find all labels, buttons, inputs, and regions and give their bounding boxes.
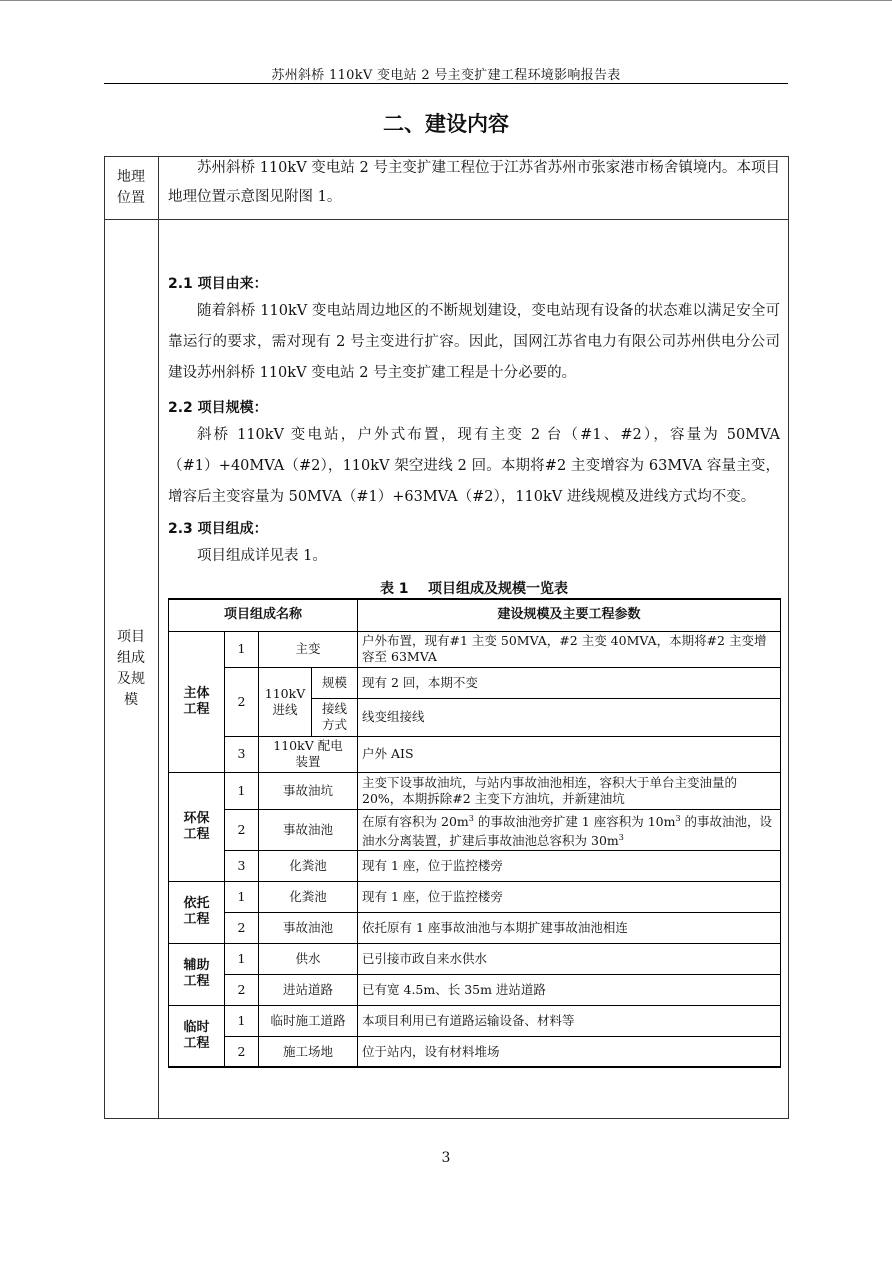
table-head-params: 建设规模及主要工程参数 (358, 599, 781, 631)
row-no: 2 (225, 809, 259, 850)
row-desc: 位于站内，设有材料堆场 (358, 1036, 781, 1067)
section-title: 二、建设内容 (383, 112, 509, 136)
table-caption: 表 1 项目组成及规模一览表 (379, 581, 569, 597)
row-desc: 户外布置，现有#1 主变 50MVA，#2 主变 40MVA，本期将#2 主变增容至 63MVA (358, 631, 781, 667)
row-desc: 主变下设事故油坑，与站内事故油池相连，容积大于单台主变油量的 20%，本期拆除#2 主变下方油坑，并新建油坑 (358, 772, 781, 809)
section-2-2-text: 斜桥 110kV 变电站，户外式布置，现有主变 2 台（#1、#2），容量为 50MVA（#1）+40MVA（#2），110kV 架空进线 2 回。本期将#2 主变增容为 63MVA 容量主变，增容后主变容量为 50MVA（#1）+63MVA（#2），110kV 进线规模及进线方式均不变。 (168, 427, 780, 505)
row-subname: 接线 方式 (312, 698, 358, 736)
group-auxiliary: 辅助 工程 (169, 943, 225, 1005)
running-header: 苏州斜桥 110kV 变电站 2 号主变扩建工程环境影响报告表 (271, 68, 621, 83)
table-head-name: 项目组成名称 (169, 599, 358, 631)
row-name: 化粪池 (259, 850, 358, 881)
row-subname: 规模 (312, 667, 358, 698)
row-desc: 户外 AIS (358, 736, 781, 772)
row-desc: 已引接市政自来水供水 (358, 943, 781, 974)
group-temporary: 临时 工程 (169, 1005, 225, 1067)
section-2-1-title: 2.1 项目由来： (168, 276, 268, 292)
row-name: 主变 (259, 631, 358, 667)
composition-table (168, 598, 781, 1068)
row-desc: 线变组接线 (358, 698, 781, 736)
group-dependent: 依托 工程 (169, 881, 225, 943)
row-desc: 已有宽 4.5m、长 35m 进站道路 (358, 974, 781, 1005)
row-no: 2 (225, 912, 259, 943)
row-no: 1 (225, 881, 259, 912)
row-name: 化粪池 (259, 881, 358, 912)
row-name: 进站道路 (259, 974, 358, 1005)
row-desc (358, 809, 781, 850)
page-top-border (0, 0, 892, 1)
header-rule (104, 83, 788, 84)
geo-location-label: 地理 位置 (117, 169, 145, 206)
row-no: 1 (225, 772, 259, 809)
label-column-divider (158, 156, 159, 1119)
row-name: 供水 (259, 943, 358, 974)
row-no: 1 (225, 631, 259, 667)
superscript: 3 (675, 813, 681, 823)
page-number: 3 (441, 1150, 451, 1166)
row-no: 3 (225, 850, 259, 881)
row-name: 110kV 配电 装置 (259, 736, 358, 772)
row-desc: 现有 2 回，本期不变 (358, 667, 781, 698)
superscript: 3 (618, 832, 624, 842)
group-environmental: 环保 工程 (169, 772, 225, 881)
row-name: 施工场地 (259, 1036, 358, 1067)
row-desc: 本项目利用已有道路运输设备、材料等 (358, 1005, 781, 1036)
row-name: 事故油坑 (259, 772, 358, 809)
section-2-2-title: 2.2 项目规模： (168, 400, 268, 416)
row-no: 2 (225, 974, 259, 1005)
row-name: 110kV 进线 (259, 667, 312, 736)
row-no: 2 (225, 1036, 259, 1067)
row-name: 事故油池 (259, 809, 358, 850)
section-2-3-title: 2.3 项目组成： (168, 521, 268, 537)
section-2-1-text: 随着斜桥 110kV 变电站周边地区的不断规划建设，变电站现有设备的状态难以满足安全可靠运行的要求，需对现有 2 号主变进行扩容。因此，国网江苏省电力有限公司苏州供电分公司建设苏州斜桥 110kV 变电站 2 号主变扩建工程是十分必要的。 (168, 303, 780, 381)
row-desc: 依托原有 1 座事故油池与本期扩建事故油池相连 (358, 912, 781, 943)
geo-location-text: 苏州斜桥 110kV 变电站 2 号主变扩建工程位于江苏省苏州市张家港市杨舍镇境内。本项目地理位置示意图见附图 1。 (168, 160, 780, 205)
row-desc: 现有 1 座，位于监控楼旁 (358, 881, 781, 912)
desc-part: 的事故油池，设油水分离装置，扩建后事故油池总容积为 30m (362, 813, 773, 848)
row-desc: 现有 1 座，位于监控楼旁 (358, 850, 781, 881)
row-no: 2 (225, 667, 259, 736)
row-no: 1 (225, 943, 259, 974)
desc-part: 的事故油池旁扩建 1 座容积为 10m (473, 813, 676, 829)
row-divider (104, 219, 789, 220)
desc-part: 在原有容积为 20m (362, 813, 469, 829)
group-main: 主体 工程 (169, 631, 225, 772)
project-composition-label: 项目 组成 及规 模 (117, 629, 145, 708)
row-name: 临时施工道路 (259, 1005, 358, 1036)
superscript: 3 (468, 813, 474, 823)
row-no: 1 (225, 1005, 259, 1036)
section-2-3-text: 项目组成详见表 1。 (197, 548, 327, 564)
row-no: 3 (225, 736, 259, 772)
row-name: 事故油池 (259, 912, 358, 943)
